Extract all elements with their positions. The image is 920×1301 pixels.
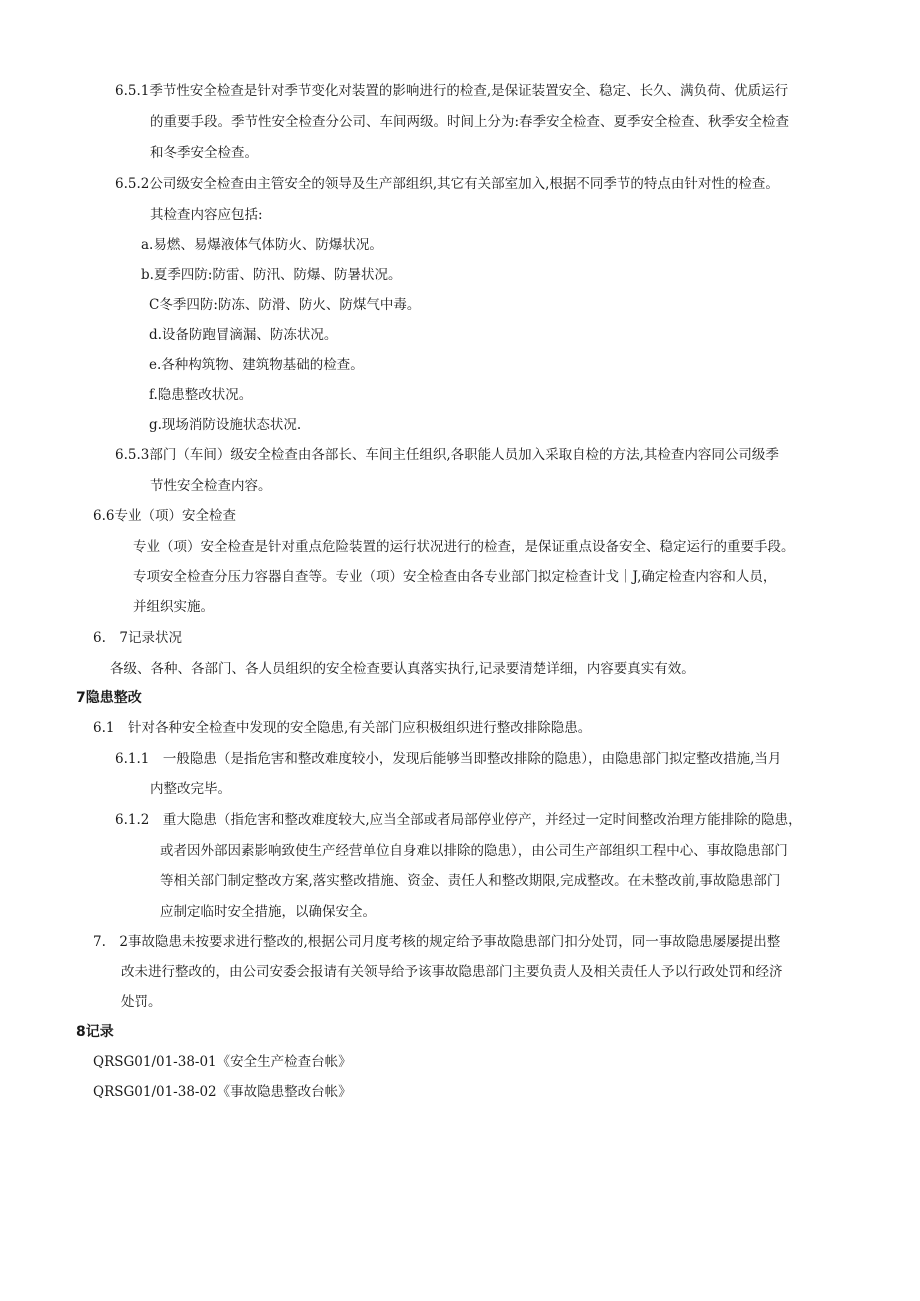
s7-p72-line2: 改未进行整改的，由公司安委会报请有关领导给予该事故隐患部门主要负责人及相关责任人予以行政处罚和经济 (121, 964, 783, 980)
s7-p611-line2: 内整改完毕。 (150, 781, 231, 797)
s7-p612-line1: 6.1.2 重大隐患（指危害和整改难度较大,应当全部或者局部停业停产，并经过一定时间整改治理方能排除的隐患， (115, 812, 802, 828)
s7-p72-line1: 7. 2事故隐患未按要求进行整改的,根据公司月度考核的规定给予事故隐患部门扣分处罚，同一事故隐患屡屡提出整 (93, 934, 781, 950)
section-8-heading: 8记录 (76, 1024, 114, 1040)
s66-title: 6.6专业（项）安全检查 (93, 508, 236, 524)
s7-p612-line4: 应制定临时安全措施，以确保安全。 (160, 904, 376, 920)
s651-line3: 和冬季安全检查。 (150, 145, 258, 161)
s67-line1: 各级、各种、各部门、各人员组织的安全检查要认真落实执行,记录要清楚详细，内容要真实有效。 (110, 661, 695, 677)
list-item-d: d.设备防跑冒滴漏、防冻状况。 (149, 327, 338, 343)
s653-line2: 节性安全检查内容。 (150, 478, 272, 494)
s651-line2: 的重要手段。季节性安全检查分公司、车间两级。时间上分为:春季安全检查、夏季安全检查、秋季安全检查 (150, 114, 790, 130)
s66-line1: 专业（项）安全检查是针对重点危险装置的运行状况进行的检查，是保证重点设备安全、稳定运行的重要手段。 (133, 539, 795, 555)
s652-line1: 6.5.2公司级安全检查由主管安全的领导及生产部组织,其它有关部室加入,根据不同季节的特点由针对性的检查。 (115, 176, 779, 192)
section-7-heading: 7隐患整改 (76, 690, 142, 706)
record-item: QRSG01/01-38-01《安全生产检查台帐》 (93, 1054, 352, 1070)
s7-p612-line3: 等相关部门制定整改方案,落实整改措施、资金、责任人和整改期限,完成整改。在未整改前,事故隐患部门 (160, 873, 781, 889)
record-item: QRSG01/01-38-02《事故隐患整改台帐》 (93, 1084, 352, 1100)
s66-line2: 专项安全检查分压力容器自查等。专业（项）安全检查由各专业部门拟定检查计戈｜J,确定检查内容和人员， (133, 569, 777, 585)
list-item-g: g.现场消防设施状态状况. (149, 417, 302, 433)
s651-line1: 6.5.1季节性安全检查是针对季节变化对装置的影响进行的检查,是保证装置安全、稳定、长久、满负荷、优质运行 (115, 83, 789, 99)
list-item-f: f.隐患整改状况。 (149, 387, 253, 403)
list-item-b: b.夏季四防:防雷、防汛、防爆、防暑状况。 (141, 267, 402, 283)
s7-p611-line1: 6.1.1 一般隐患（是指危害和整改难度较小，发现后能够当即整改排除的隐患），由隐患部门拟定整改措施,当月 (115, 751, 782, 767)
s7-p72-line3: 处罚。 (121, 994, 162, 1010)
s7-p61: 6.1 针对各种安全检查中发现的安全隐患,有关部门应积极组织进行整改排除隐患。 (93, 720, 592, 736)
list-item-c: C冬季四防:防冻、防滑、防火、防煤气中毒。 (149, 297, 421, 313)
s652-line2: 其检查内容应包括: (150, 207, 263, 223)
s653-line1: 6.5.3部门（车间）级安全检查由各部长、车间主任组织,各职能人员加入采取自检的方法,其检查内容同公司级季 (115, 447, 779, 463)
s67-title: 6. 7记录状况 (93, 630, 182, 646)
s66-line3: 并组织实施。 (133, 599, 214, 615)
list-item-e: e.各种构筑物、建筑物基础的检查。 (149, 357, 364, 373)
list-item-a: a.易燃、易爆液体气体防火、防爆状况。 (141, 237, 383, 253)
s7-p612-line2: 或者因外部因素影响致使生产经营单位自身难以排除的隐患），由公司生产部组织工程中心、事故隐患部门 (160, 843, 788, 859)
